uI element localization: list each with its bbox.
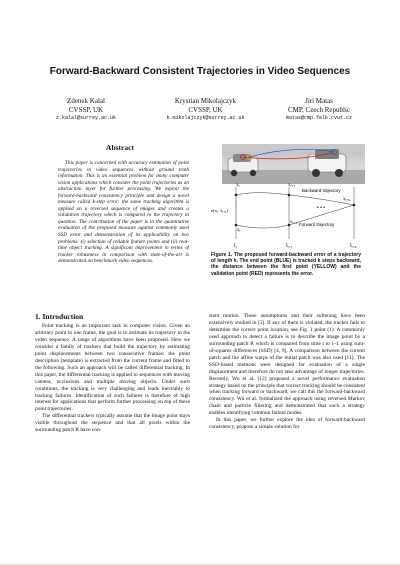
label-frame-tk: $I_{t+k}$ <box>350 244 357 249</box>
first-point <box>235 224 238 227</box>
figure-caption: Figure 1. The proposed forward-backward error of a trajectory of length k. The end point (BLUE) is tracked k steps backward, the distance between the first point (YELLOW) and the validation point (RED) represents the error. <box>211 252 361 277</box>
author-block <box>36 97 366 129</box>
author-name: Zdenek Kalal <box>67 97 105 105</box>
label-x-hat-t1: $x̂_{t+1}$ <box>288 183 296 188</box>
author-2 <box>148 97 263 123</box>
label-x-tk: $x_{t+k}$ <box>343 197 351 202</box>
label-x-hat-t: $x̂_t$ <box>236 183 240 188</box>
abstract-heading: Abstract <box>106 143 134 152</box>
figure-1 <box>209 138 365 284</box>
validation-point <box>235 194 238 197</box>
backward-trajectory-line <box>236 193 289 195</box>
author-affiliation: CVSSP, UK <box>188 105 223 114</box>
label-dots: • • • <box>317 205 326 211</box>
label-x-t: $x_t$ <box>237 228 241 233</box>
end-point <box>353 204 356 207</box>
intro-paragraph-2: The differential trackers typically assume that the image point stays visible throughout the sequence and that all pixels within the surrounding patch R have con- <box>35 413 190 434</box>
intro-paragraph-1: Point tracking is an important task in computer vision. Given an arbitrary point in one frame, the goal is to estimate its trajectory in the video sequence. A range of algorithms have been proposed. Here we consider a family of trackers that build the trajectory by estimating point displacements between two consecutive frames: the point description (template) is extracted from the current frame and fitted to the following. Such an approach will be called differential tracking. In this paper, the differential tracking is applied to sequences with moving camera, occlusions and multiple moving objects. Under such conditions, the tracking is very challenging and leads inevitably to tracking failures. Identification of such failures is therefore of high interest for applications that perform further processing on top of these point trajectories. <box>35 323 190 413</box>
author-name: Krystian Mikolajczyk <box>174 97 237 105</box>
author-email[interactable]: k.mikolajczyk@surrey.ac.uk <box>166 115 245 122</box>
intro-paragraph-3: stant motion. These assumptions and their softening have been extensively studied in [3]. If any of them is violated, the tracker fails to determine the correct point location, see Fig. 1 point (1). A commonly used approach to detect a failure is to describe the image point by a surrounding patch R which is compared from time t to t−1 using sum-of-squares differences (SSD) [4, 9]. A comparison between the current patch and the affine warps of the initial patch was also used [11]. The SSD-based methods were designed for evaluation of a single displacement and therefore do not take advantage of longer trajectories. Recently, Wu et al. [12] proposed a novel performance evaluation strategy based on the principle that correct tracking should be consistent when tracking forward or backward, we call this the forward-backward consistency. Wu et al. formalized the approach using reversed Markov chain and particle filtering and demonstrated that such a strategy enables identifying common failure modes. <box>209 313 365 417</box>
right-column-text <box>209 313 365 431</box>
section-heading: 1. Introduction <box>35 312 84 321</box>
label-frame-t: $I_t$ <box>234 244 237 249</box>
car-frames-illustration <box>222 144 365 184</box>
author-affiliation: CVSSP, UK <box>68 105 104 114</box>
validation-point-t1 <box>288 194 291 197</box>
label-x-t1: $x_{t+1}$ <box>290 220 298 225</box>
author-affiliation: CMP, Czech Republic <box>287 105 351 114</box>
forward-trajectory-line <box>236 225 289 228</box>
video-frames-photo <box>222 144 365 184</box>
author-email[interactable]: matas@cmp.felk.cvut.cz <box>285 115 352 122</box>
label-frame-t1: $I_{t+1}$ <box>286 244 293 249</box>
label-forward-trajectory: Forward trajectory <box>299 222 335 227</box>
left-column-text <box>35 323 190 434</box>
trajectory-diagram <box>209 183 365 251</box>
author-1 <box>36 97 136 123</box>
intro-paragraph-4: In this paper, we further explore the idea of forward-backward consistency, propose a simple solution for <box>209 417 365 431</box>
label-error: $e(x_t$, $x̂_{t+1}$) <box>211 208 229 214</box>
author-name: Jiri Matas <box>305 97 333 105</box>
paper-title: Forward-Backward Consistent Trajectories in Video Sequences <box>49 66 351 77</box>
label-backward-trajectory: Backward trajectory <box>302 188 341 193</box>
author-email[interactable]: z.kalal@surrey.ac.uk <box>55 115 116 122</box>
abstract-text: This paper is concerned with accuracy estimation of point trajectories in video sequences without ground truth information. This is an essential problem for many computer vision applications which consider the point trajectories as an abstraction layer for further processing. We exploit the forward-backward consistency principle and design a novel measure called k-step error: the same tracking algorithm is applied on a reversed sequence of images and creates a validation trajectory which is compared to the trajectory in question. The contribution of the paper is in the quantitative evaluation of the proposed measure against commonly used SSD error and demonstration of its applicability on two problems: (i) selection of reliable feature points and (ii) real-time object tracking. A significant improvement in terms of tracker robustness in comparison with state-of-the-art is demonstrated on benchmark video sequences. <box>58 160 189 265</box>
author-3 <box>268 97 370 123</box>
